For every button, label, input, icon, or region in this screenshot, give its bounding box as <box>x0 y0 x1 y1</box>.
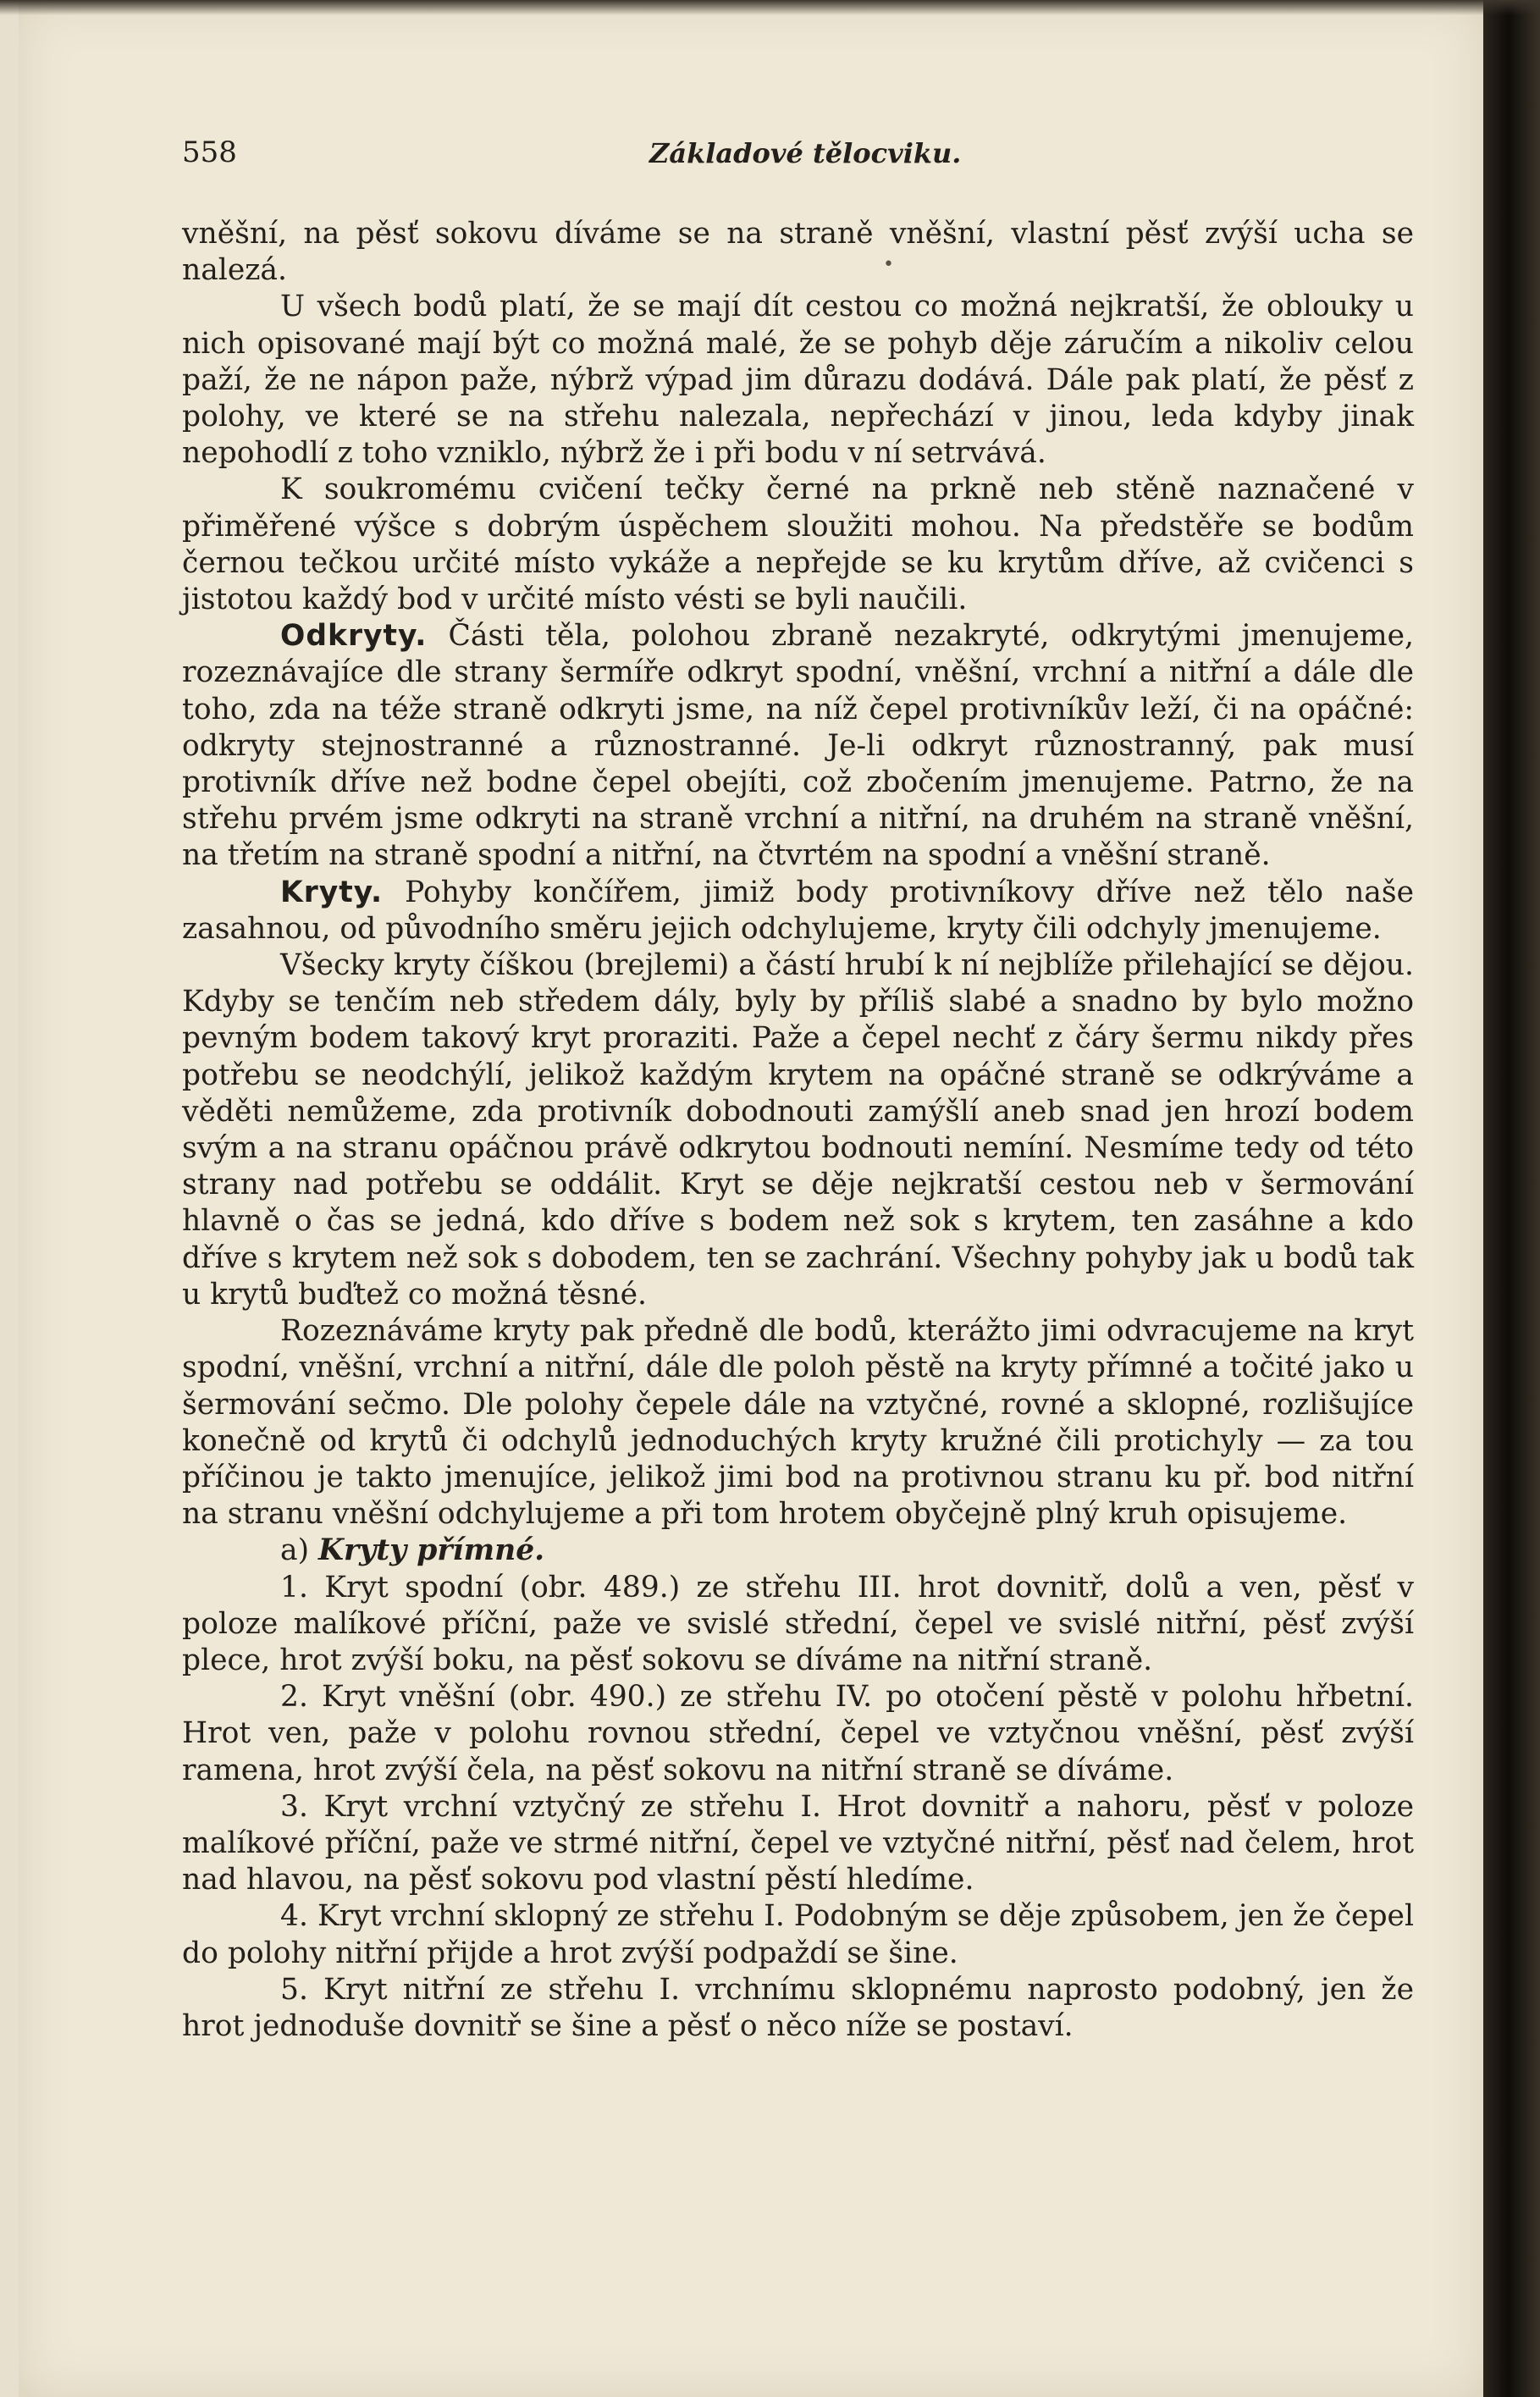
paragraph-text: Pohyby končířem, jimiž body protivníkovy dříve než tělo naše zasahnou, od původního směru jejich odchylujeme, kryty čili odchyly jmenujeme. <box>182 875 1414 946</box>
text-body <box>182 216 1414 2045</box>
scan-edge-shadow <box>0 0 1540 15</box>
subsection-title: Kryty přímné. <box>318 1533 545 1568</box>
paragraph: Všecky kryty číškou (brejlemi) a částí hrubí k ní nejblíže přilehající se dějou. Kdyby se tenčím neb středem dály, byly by příliš slabé a snadno by bylo možno pevným bodem takový kryt proraziti. Paže a čepel nechť z čáry šermu nikdy přes potřebu se neodchýlí, jelikož každým krytem na opáčné straně se odkrýváme a věděti nemůžeme, zda protivník dobodnouti zamýšlí aneb snad jen hrozí bodem svým a na stranu opáčnou právě odkrytou bodnouti nemíní. Nesmíme tedy od této strany nad potřebu se oddálit. Kryt se děje nejkratší cestou neb v šermování hlavně o čas se jedná, kdo dříve s bodem než sok s krytem, ten zasáhne a kdo dříve s krytem než sok s dobodem, ten se zachrání. Všechny pohyby jak u bodů tak u krytů buďtež co možná těsné. <box>182 948 1414 1312</box>
page-header <box>182 135 1414 176</box>
paragraph: K soukromému cvičení tečky černé na prkně neb stěně naznačené v přiměřené výšce s dobrým úspěchem sloužiti mohou. Na předstěře se bodům černou tečkou určité místo vykáže a nepřejde se ku krytům dříve, až cvičenci s jistotou každý bod v určité místo vésti se byli naučili. <box>182 472 1414 617</box>
paragraph: U všech bodů platí, že se mají dít cestou co možná nejkratší, že oblouky u nich opisované mají být co možná malé, že se pohyb děje záručím a nikoliv celou paží, že ne nápon paže, nýbrž výpad jim důrazu dodává. Dále pak platí, že pěsť z polohy, ve které se na střehu nalezala, nepřechází v jinou, leda kdyby jinak nepohodlí z toho vzniklo, nýbrž že i při bodu v ní setrvává. <box>182 290 1414 471</box>
list-item: 4. Kryt vrchní sklopný ze střehu I. Podobným se děje způsobem, jen že čepel do polohy nitřní přijde a hrot zvýší podpaždí se šine. <box>182 1899 1414 1970</box>
running-head: Základové tělocviku. <box>649 137 962 169</box>
section-heading-kryty: Kryty. <box>280 875 384 909</box>
list-item: 2. Kryt vněšní (obr. 490.) ze střehu IV. po otočení pěstě v polohu hřbetní. Hrot ven, paže v polohu rovnou střední, čepel ve vztyčnou vněšní, pěsť zvýší ramena, hrot zvýší čela, na pěsť sokovu na nitřní straně se díváme. <box>182 1680 1414 1787</box>
list-item: 1. Kryt spodní (obr. 489.) ze střehu III. hrot dovnitř, dolů a ven, pěsť v poloze malíkové příční, paže ve svislé střední, čepel ve svislé nitřní, pěsť zvýší plece, hrot zvýší boku, na pěsť sokovu se díváme na nitřní straně. <box>182 1570 1414 1677</box>
list-item: 3. Kryt vrchní vztyčný ze střehu I. Hrot dovnitř a nahoru, pěsť v poloze malíkové příční, paže ve strmé nitřní, čepel ve vztyčné nitřní, pěsť nad čelem, hrot nad hlavou, na pěsť sokovu pod vlastní pěstí hledíme. <box>182 1789 1414 1897</box>
paragraph <box>182 875 1414 947</box>
paragraph-text: Části těla, polohou zbraně nezakryté, odkrytými jmenujeme, rozeznávajíce dle strany šermíře odkryt spodní, vněšní, vrchní a nitřní a dále dle toho, zda na téže straně odkryti jsme, na níž čepel protivníkův leží, či na opáčné: odkryty stejnostranné a různostranné. Je-li odkryt různostranný, pak musí protivník dříve než bodne čepel obejíti, což zbočením jmenujeme. Patrno, že na střehu prvém jsme odkryti na straně vrchní a nitřní, na druhém na straně vněšní, na třetím na straně spodní a nitřní, na čtvrtém na spodní a vněšní straně. <box>182 619 1414 873</box>
page-number: 558 <box>182 135 237 169</box>
paragraph: vněšní, na pěsť sokovu díváme se na straně vněšní, vlastní pěsť zvýší ucha se nalezá. <box>182 217 1414 288</box>
list-item: 5. Kryt nitřní ze střehu I. vrchnímu sklopnému naprosto podobný, jen že hrot jednoduše dovnitř se šine a pěsť o něco níže se postaví. <box>182 1972 1414 2043</box>
subsection-label: a) <box>280 1533 310 1568</box>
book-spine <box>1483 0 1540 2397</box>
speck-mark: • <box>883 254 894 275</box>
paragraph: Rozeznáváme kryty pak předně dle bodů, kterážto jimi odvracujeme na kryt spodní, vněšní, vrchní a nitřní, dále dle poloh pěstě na kryty přímné a točité jako u šermování sečmo. Dle polohy čepele dále na vztyčné, rovné a sklopné, rozlišujíce konečně od krytů či odchylů jednoduchých kryty kružné čili protichyly — za tou příčinou je takto jmenujíce, jelikož jimi bod na protivnou stranu ku př. bod nitřní na stranu vněšní odchylujeme a při tom hrotem obyčejně plný kruh opisujeme. <box>182 1314 1414 1532</box>
section-heading-odkryty: Odkryty. <box>280 619 428 654</box>
subsection-heading <box>182 1533 1414 1569</box>
paragraph <box>182 618 1414 874</box>
